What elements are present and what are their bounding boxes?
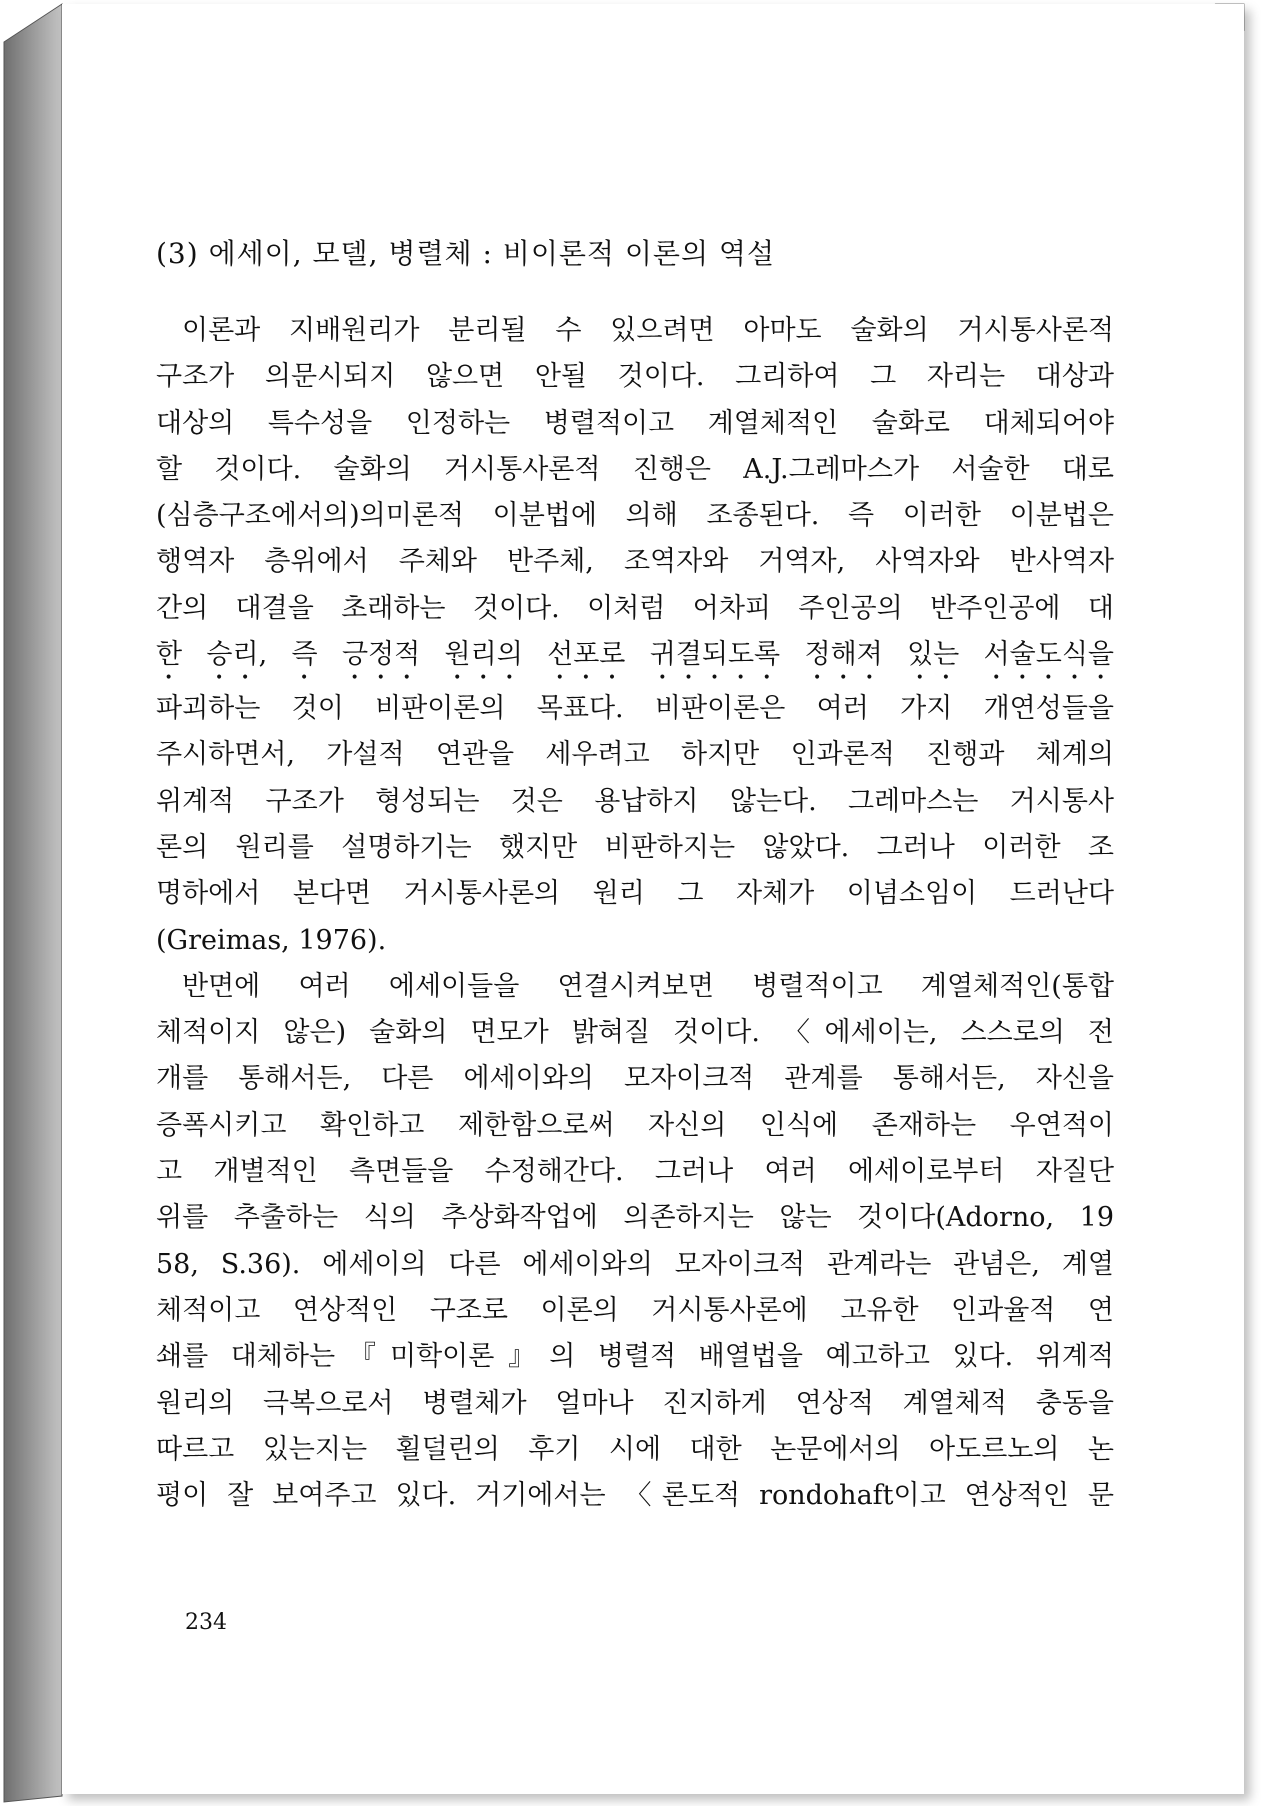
text-line: 명하에서 본다면 거시통사론의 원리 그 자체가 이념소임이 드러난다 [156,878,1114,910]
paragraph-1 [156,308,1114,964]
text-line: 파괴하는 것이 비판이론의 목표다. 비판이론은 여러 가지 개연성들을 [156,693,1114,725]
text-line: 체적이고 연상적인 구조로 이론의 거시통사론에 고유한 인과율적 연 [156,1294,1114,1326]
text-line: 할 것이다. 술화의 거시통사론적 진행은 A.J.그레마스가 서술한 대로 [156,453,1114,485]
text-line: 위계적 구조가 형성되는 것은 용납하지 않는다. 그레마스는 거시통사 [156,785,1114,817]
text-line: (Greimas, 1976). [156,924,387,956]
page-number: 234 [185,1610,227,1635]
text-line: 간의 대결을 초래하는 것이다. 이처럼 어차피 주인공의 반주인공에 대 [156,592,1114,624]
section-heading: (3) 에세이, 모델, 병렬체 : 비이론적 이론의 역설 [156,237,776,270]
text-line: 쇄를 대체하는『미학이론』의 병렬적 배열법을 예고하고 있다. 위계적 [156,1341,1114,1373]
text-line: 고 개별적인 측면들을 수정해간다. 그러나 여러 에세이로부터 자질단 [156,1156,1114,1188]
text-line: 주시하면서, 가설적 연관을 세우려고 하지만 인과론적 진행과 체계의 [156,739,1114,771]
text-line: 행역자 층위에서 주체와 반주체, 조역자와 거역자, 사역자와 반사역자 [156,546,1114,578]
text-line: 증폭시키고 확인하고 제한함으로써 자신의 인식에 존재하는 우연적이 [156,1109,1114,1141]
text-line: 58, S.36). 에세이의 다른 에세이와의 모자이크적 관계라는 관념은, 계열 [156,1248,1114,1280]
text-line: 대상의 특수성을 인정하는 병렬적이고 계열체적인 술화로 대체되어야 [156,407,1114,439]
text-line-emphasized: 한 승리, 즉 긍정적 원리의 선포로 귀결되도록 정해져 있는 서술도식을 [156,639,1114,671]
page-content [156,232,1114,1519]
text-line: (심층구조에서의)의미론적 이분법에 의해 조종된다. 즉 이러한 이분법은 [156,500,1114,532]
text-line: 이론과 지배원리가 분리될 수 있으려면 아마도 술화의 거시통사론적 [182,315,1114,346]
text-line: 평이 잘 보여주고 있다. 거기에서는 〈론도적 rondohaft이고 연상적인 문 [156,1480,1114,1512]
text-line: 개를 통해서든, 다른 에세이와의 모자이크적 관계를 통해서든, 자신을 [156,1063,1114,1095]
text-line: 반면에 여러 에세이들을 연결시켜보면 병렬적이고 계열체적인(통합 [182,970,1114,1002]
text-line: 위를 추출하는 식의 추상화작업에 의존하지는 않는 것이다(Adorno, 19 [156,1202,1114,1234]
text-line: 체적이지 않은) 술화의 면모가 밝혀질 것이다. 〈에세이는, 스스로의 전 [156,1017,1114,1049]
text-line: 따르고 있는지는 횔덜린의 후기 시에 대한 논문에서의 아도르노의 논 [156,1433,1114,1465]
text-line: 론의 원리를 설명하기는 했지만 비판하지는 않았다. 그러나 이러한 조 [156,831,1114,863]
text-line: 원리의 극복으로서 병렬체가 얼마나 진지하게 연상적 계열체적 충동을 [156,1387,1114,1419]
text-line: 구조가 의문시되지 않으면 안될 것이다. 그리하여 그 자리는 대상과 [156,361,1114,393]
paragraph-2 [156,964,1114,1520]
